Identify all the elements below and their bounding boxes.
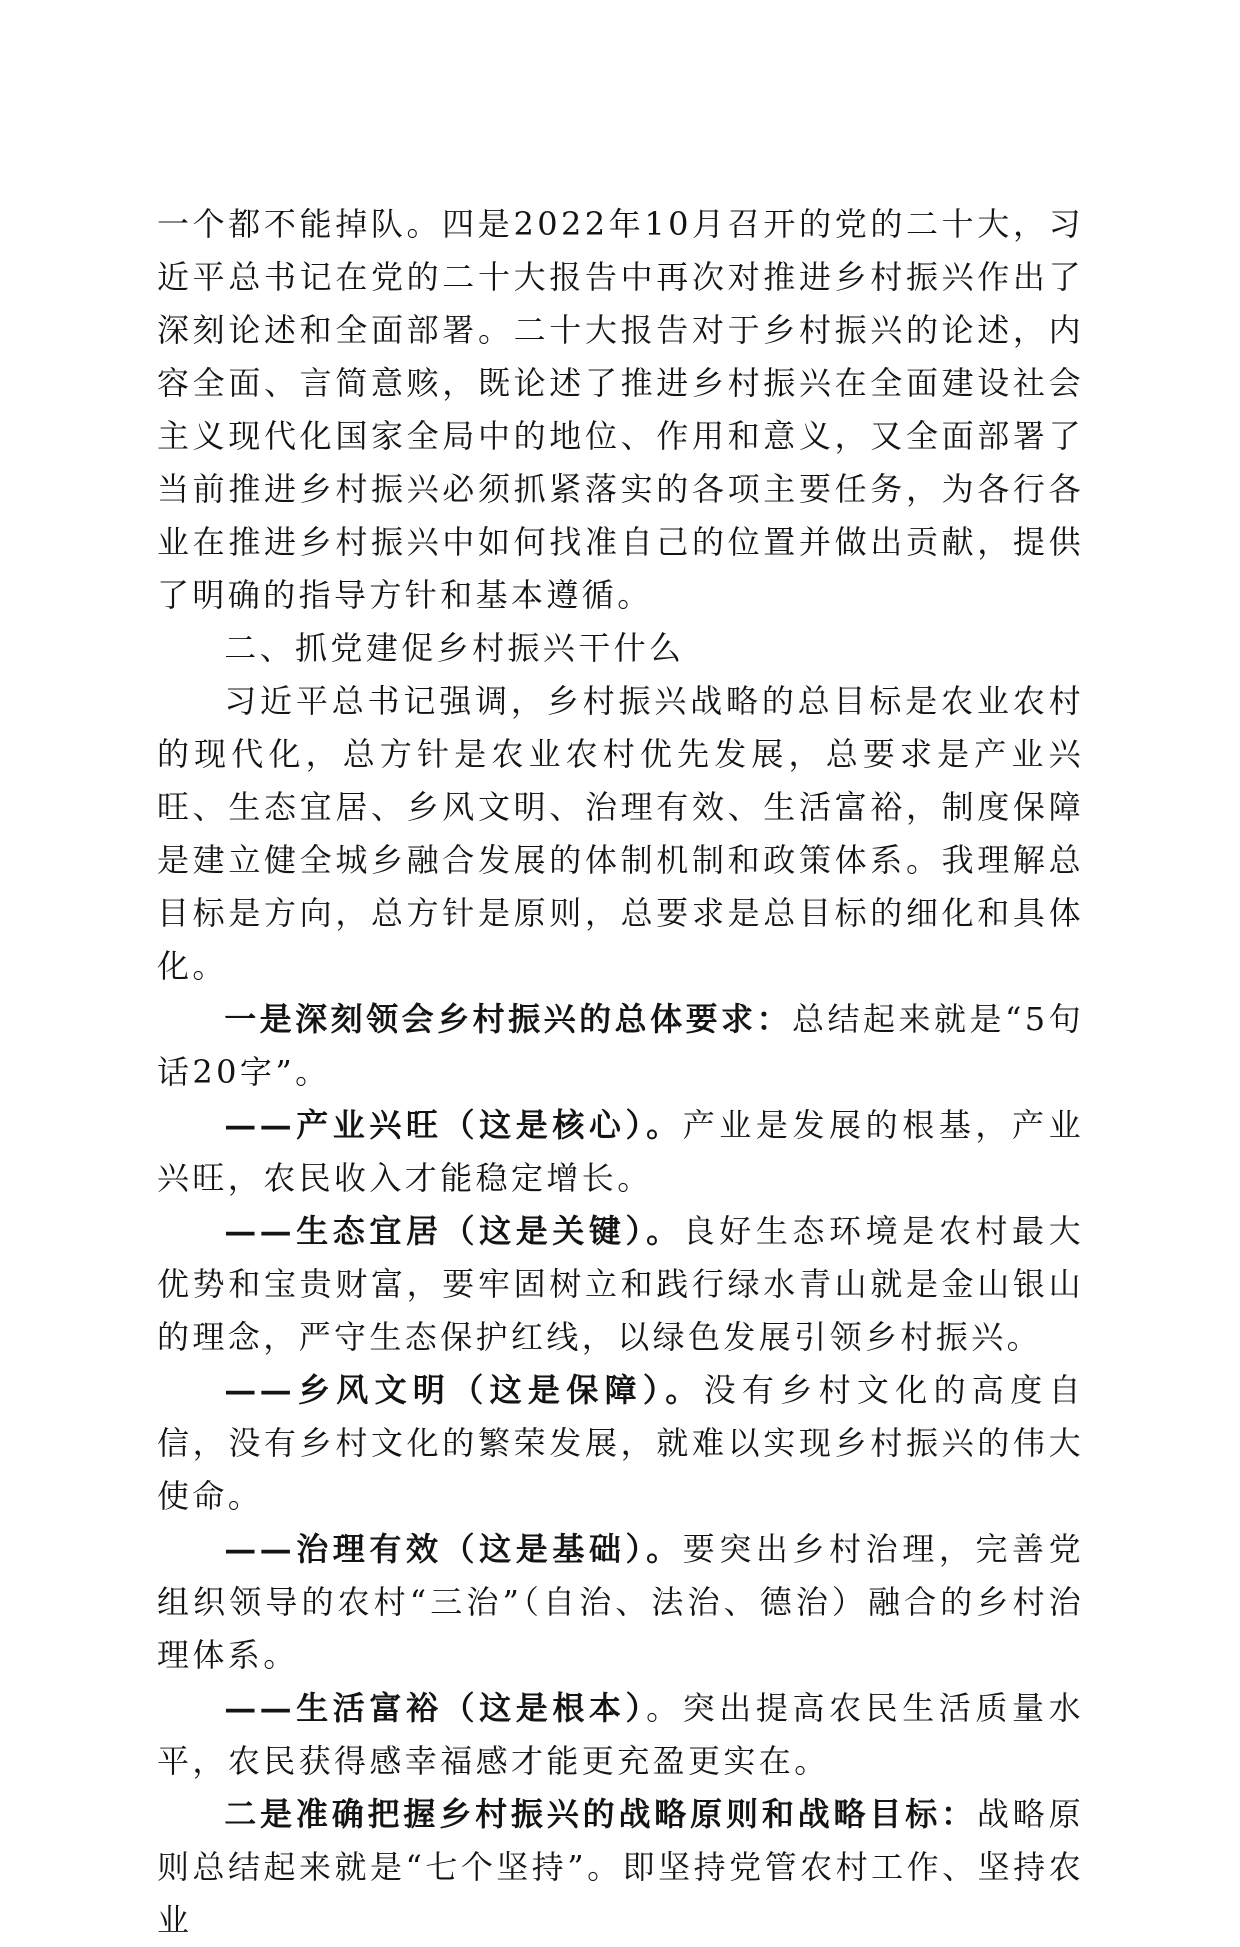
item-3-lead: 乡风文明（这是保障）。 [295, 1371, 704, 1409]
body-paragraph-2: 习近平总书记强调，乡村振兴战略的总目标是农业农村的现代化，总方针是农业农村优先发展，总要求是产业兴旺、生态宜居、乡风文明、治理有效、生活富裕，制度保障是建立健全城乡融合发展的体制机制和政策体系。我理解总目标是方向，总方针是原则，总要求是总目标的细化和具体化。 [157, 682, 1084, 985]
item-3-dash: —— [224, 1371, 295, 1409]
item-2-text: 良好生态环境是农村最大优势和宝贵财富，要牢固树立和践行绿水青山就是金山银山的理念，严守生态保护红线，以绿色发展引领乡村振兴。 [157, 1212, 1084, 1356]
requirement-item-2 [157, 1205, 1084, 1364]
item-5-dash: —— [224, 1689, 295, 1727]
section-heading-2: 二、抓党建促乡村振兴干什么 [224, 629, 685, 667]
requirement-item-3 [157, 1364, 1084, 1523]
requirement-item-1 [157, 1099, 1084, 1205]
item-4-dash: —— [224, 1530, 295, 1568]
item-5-text: 。突出提高农民生活质量水平，农民获得感幸福感才能更充盈更实在。 [157, 1689, 1084, 1780]
item-1-dash: —— [224, 1106, 295, 1144]
item-3-text: 没有乡村文化的高度自信，没有乡村文化的繁荣发展，就难以实现乡村振兴的伟大使命。 [157, 1371, 1084, 1515]
requirement-item-4 [157, 1523, 1084, 1682]
item-2-lead: 生态宜居（这是关键）。 [295, 1212, 683, 1250]
item-2-dash: —— [224, 1212, 295, 1250]
item-4-text: 要突出乡村治理，完善党组织领导的农村“三治”（自治、法治、德治）融合的乡村治理体系。 [157, 1530, 1084, 1674]
requirement-item-5 [157, 1682, 1084, 1788]
item-4-lead: 治理有效（这是基础）。 [295, 1530, 683, 1568]
item-1-text: 产业是发展的根基，产业兴旺，农民收入才能稳定增长。 [157, 1106, 1084, 1197]
item-5-lead: 生活富裕（这是根本） [295, 1689, 647, 1727]
document-page [157, 198, 1084, 1947]
item-1-lead: 产业兴旺（这是核心）。 [295, 1106, 683, 1144]
point-1-paragraph [157, 993, 1084, 1099]
point-2-paragraph [157, 1788, 1084, 1947]
point-2-lead: 二是准确把握乡村振兴的战略原则和战略目标： [224, 1795, 977, 1833]
point-1-lead: 一是深刻领会乡村振兴的总体要求： [224, 1000, 793, 1038]
point-2-text: 战略原则总结起来就是“七个坚持”。即坚持党管农村工作、坚持农业 [157, 1795, 1084, 1939]
body-paragraph-1: 一个都不能掉队。四是2022年10月召开的党的二十大，习近平总书记在党的二十大报告中再次对推进乡村振兴作出了深刻论述和全面部署。二十大报告对于乡村振兴的论述，内容全面、言简意赅，既论述了推进乡村振兴在全面建设社会主义现代化国家全局中的地位、作用和意义，又全面部署了当前推进乡村振兴必须抓紧落实的各项主要任务，为各行各业在推进乡村振兴中如何找准自己的位置并做出贡献，提供了明确的指导方针和基本遵循。 [157, 205, 1084, 614]
point-1-text: 总结起来就是“5句话20字”。 [157, 1000, 1084, 1091]
